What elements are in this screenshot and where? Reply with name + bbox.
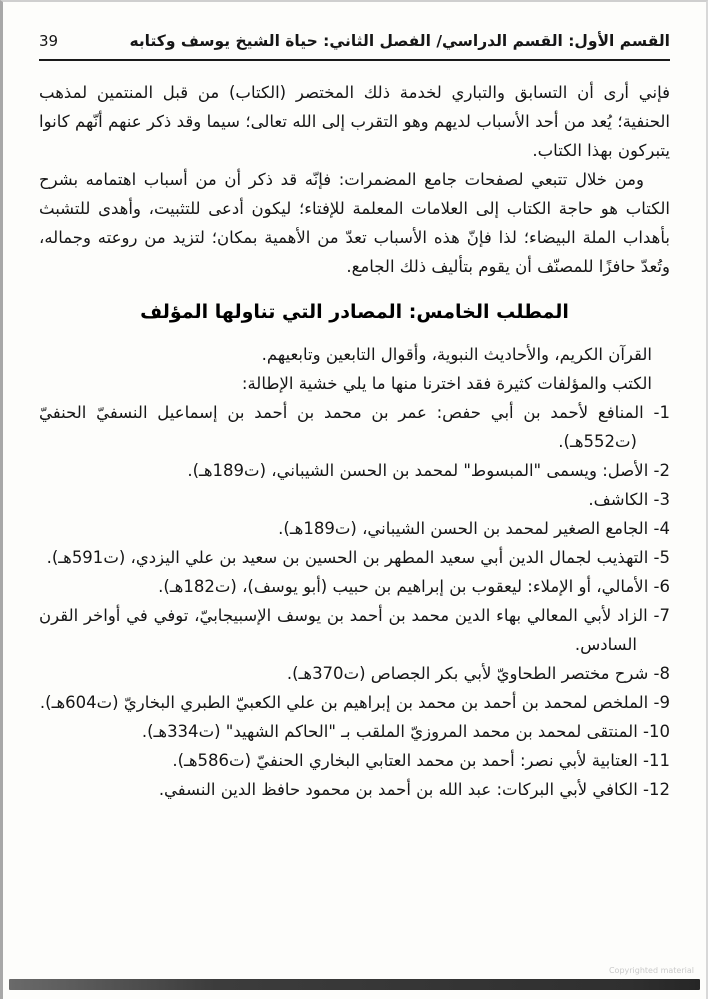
source-text: الزاد لأبي المعالي بهاء الدين محمد بن أحمد بن يوسف الإسبيجابيّ، توفي في أواخر القرن السادس. [39, 606, 648, 654]
source-number: 7- [653, 606, 670, 625]
source-item [39, 572, 670, 601]
source-text: العتابية لأبي نصر: أحمد بن محمد العتابي البخاري الحنفيّ (ت586هـ). [172, 751, 638, 770]
page-number: 39 [39, 32, 59, 50]
source-text: التهذيب لجمال الدين أبي سعيد المطهر بن الحسين بن سعيد بن علي اليزدي، (ت591هـ). [46, 548, 649, 567]
intro-paragraph: الكتب والمؤلفات كثيرة فقد اخترنا منها ما يلي خشية الإطالة: [241, 374, 652, 393]
source-text: الأمالي، أو الإملاء: ليعقوب بن إبراهيم بن حبيب (أبو يوسف)، (ت182هـ). [158, 577, 649, 596]
source-number: 9- [653, 693, 670, 712]
watermark: Copyrighted material [608, 966, 694, 975]
source-number: 2- [653, 461, 670, 480]
source-item [39, 543, 670, 572]
source-number: 11- [643, 751, 670, 770]
source-item [39, 746, 670, 775]
source-number: 3- [653, 490, 670, 509]
source-text: الأصل: ويسمى "المبسوط" لمحمد بن الحسن الشيباني، (ت189هـ). [187, 461, 649, 480]
source-number: 1- [653, 403, 670, 422]
source-number: 4- [653, 519, 670, 538]
source-item [39, 456, 670, 485]
source-item [39, 485, 670, 514]
source-number: 8- [653, 664, 670, 683]
source-item [39, 659, 670, 688]
source-number: 12- [643, 780, 670, 799]
source-text: الجامع الصغير لمحمد بن الحسن الشيباني، (ت189هـ). [278, 519, 649, 538]
source-number: 5- [653, 548, 670, 567]
intro-paragraph: القرآن الكريم، والأحاديث النبوية، وأقوال التابعين وتابعيهم. [261, 345, 652, 364]
page-content-area [3, 2, 706, 804]
source-item [39, 398, 670, 456]
section-heading: المطلب الخامس: المصادر التي تناولها المؤلف [140, 301, 569, 323]
page-body [39, 78, 670, 804]
source-text: المنتقى لمحمد بن محمد المروزيّ الملقب بـ "الحاكم الشهيد" (ت334هـ). [141, 722, 638, 741]
source-item [39, 601, 670, 659]
source-text: الملخص لمحمد بن أحمد بن محمد بن إبراهيم بن علي الكعبيّ الطبري البخاريّ (ت604هـ). [39, 693, 649, 712]
source-item [39, 775, 670, 804]
source-item [39, 717, 670, 746]
sources-list [39, 398, 670, 804]
source-text: شرح مختصر الطحاويّ لأبي بكر الجصاص (ت370هـ). [286, 664, 649, 683]
source-text: الكافي لأبي البركات: عبد الله بن أحمد بن محمود حافظ الدين النسفي. [158, 780, 638, 799]
chapter-title: القسم الأول: القسم الدراسي/ الفصل الثاني: حياة الشيخ يوسف وكتابه [129, 32, 670, 50]
source-number: 6- [653, 577, 670, 596]
source-item [39, 514, 670, 543]
paragraph: فإني أرى أن التسابق والتباري لخدمة ذلك المختصر (الكتاب) من قبل المنتمين لمذهب الحنفية؛ يُعد من أحد الأسباب لديهم وهو التقرب إلى الله تعالى؛ سيما وقد ذكر عنهم أنّهم كانوا يتبركون بهذا الكتاب. [39, 83, 670, 160]
source-text: الكاشف. [588, 490, 649, 509]
page-header [39, 32, 670, 61]
source-number: 10- [643, 722, 670, 741]
source-text: المنافع لأحمد بن أبي حفص: عمر بن محمد بن أحمد بن إسماعيل النسفيّ الحنفيّ (ت552هـ). [39, 403, 644, 451]
source-item [39, 688, 670, 717]
paragraph: ومن خلال تتبعي لصفحات جامع المضمرات: فإنّه قد ذكر أن من أسباب اهتمامه بشرح الكتاب هو حاجة الكتاب إلى العلامات المعلمة للإفتاء؛ ليكون أدعى للتثبيت، وأهدى للتشبث بأهداب الملة البيضاء؛ لذا فإنّ هذه الأسباب تعدّ من الأهمية بمكان؛ لتزيد من روعته وجماله، وتُعدّ حافزًا للمصنّف أن يقوم بتأليف ذلك الجامع. [39, 170, 670, 276]
scan-edge-artifact [9, 979, 700, 990]
